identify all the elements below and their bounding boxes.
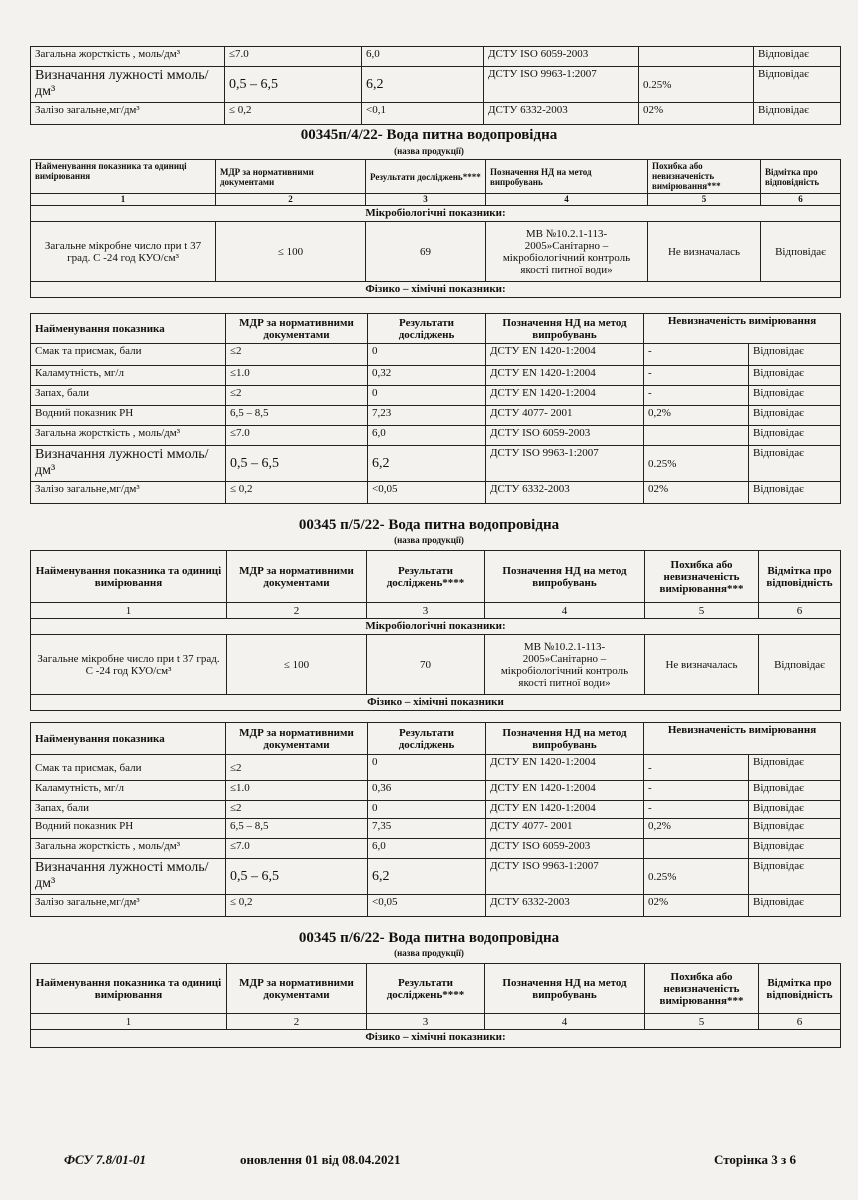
col-header: Найменування показника та одиниці вимірювання xyxy=(31,964,227,1014)
table-row xyxy=(31,781,841,801)
result-value: 7,35 xyxy=(368,819,486,839)
col-header: МДР за нормативними документами xyxy=(226,314,368,344)
phys-table xyxy=(30,313,841,504)
uncert-value: 0,2% xyxy=(644,406,749,426)
param-name: Запах, бали xyxy=(31,801,226,819)
uncert-value: Не визначалась xyxy=(645,635,759,695)
product-subtitle: (назва продукції) xyxy=(394,948,464,958)
table-row xyxy=(31,344,841,366)
col-header: Похибка або невизначеність вимірювання*** xyxy=(648,160,761,194)
section-label-row xyxy=(31,1030,841,1048)
table-header xyxy=(31,160,841,194)
table-row xyxy=(31,47,841,67)
mark-value: Відповідає xyxy=(749,801,841,819)
param-name: Водний показник РН xyxy=(31,406,226,426)
result-value: 70 xyxy=(367,635,485,695)
col-number: 6 xyxy=(759,603,841,619)
result-value: 6,2 xyxy=(368,859,486,895)
param-name: Загальна жорсткість , моль/дм³ xyxy=(31,839,226,859)
method-value: ДСТУ EN 1420-1:2004 xyxy=(486,801,644,819)
result-value: <0,1 xyxy=(362,103,484,125)
top-table xyxy=(30,46,841,125)
results-table xyxy=(30,963,841,1048)
phys-table xyxy=(30,722,841,917)
col-header: Невизначеність вимірювання xyxy=(644,314,841,344)
col-header: МДР за нормативними документами xyxy=(227,551,367,603)
col-header: Найменування показника та одиниці вимірювання xyxy=(31,551,227,603)
method-value: ДСТУ ISO 6059-2003 xyxy=(484,47,639,67)
mark-value: Відповідає xyxy=(749,446,841,482)
col-number: 6 xyxy=(761,194,841,206)
col-header: Невизначеність вимірювання xyxy=(644,723,841,755)
results-table xyxy=(30,159,841,298)
method-value: ДСТУ EN 1420-1:2004 xyxy=(486,755,644,781)
mark-value: Відповідає xyxy=(749,895,841,917)
param-name: Залізо загальне,мг/дм³ xyxy=(31,895,226,917)
table-row xyxy=(31,222,841,282)
table-header xyxy=(31,964,841,1014)
result-value: 7,23 xyxy=(368,406,486,426)
mdr-value: 6,5 – 8,5 xyxy=(226,406,368,426)
col-header: Відмітка про відповідність xyxy=(759,964,841,1014)
uncert-value: - xyxy=(644,801,749,819)
page-number: Сторінка 3 з 6 xyxy=(714,1152,797,1167)
param-name: Запах, бали xyxy=(31,386,226,406)
mark-value: Відповідає xyxy=(749,781,841,801)
col-number: 2 xyxy=(216,194,366,206)
mark-value: Відповідає xyxy=(749,406,841,426)
mark-value: Відповідає xyxy=(754,47,841,67)
mdr-value: 0,5 – 6,5 xyxy=(225,67,362,103)
mdr-value: ≤ 100 xyxy=(227,635,367,695)
mdr-value: ≤2 xyxy=(226,344,368,366)
mark-value: Відповідає xyxy=(754,103,841,125)
method-value: ДСТУ 6332-2003 xyxy=(486,482,644,504)
table-row xyxy=(31,446,841,482)
col-number: 2 xyxy=(227,603,367,619)
param-name: Каламутність, мг/л xyxy=(31,366,226,386)
param-name: Залізо загальне,мг/дм³ xyxy=(31,482,226,504)
mark-value: Відповідає xyxy=(761,222,841,282)
section-label-row xyxy=(31,206,841,222)
section-label-row xyxy=(31,695,841,711)
uncert-value: 0.25% xyxy=(644,446,749,482)
table-row xyxy=(31,103,841,125)
uncert-value: Не визначалась xyxy=(648,222,761,282)
table-row xyxy=(31,67,841,103)
col-header: Результати досліджень**** xyxy=(367,551,485,603)
number-row xyxy=(31,603,841,619)
mdr-value: ≤1.0 xyxy=(226,366,368,386)
table-row xyxy=(31,839,841,859)
mark-value: Відповідає xyxy=(749,819,841,839)
result-value: 0,36 xyxy=(368,781,486,801)
col-header: МДР за нормативними документами xyxy=(216,160,366,194)
method-value: ДСТУ EN 1420-1:2004 xyxy=(486,344,644,366)
table-row xyxy=(31,819,841,839)
col-header: Позначення НД на метод випробувань xyxy=(486,723,644,755)
table-row xyxy=(31,895,841,917)
product-subtitle: (назва продукції) xyxy=(394,146,464,156)
table-header xyxy=(31,551,841,603)
uncert-value: - xyxy=(644,344,749,366)
mdr-value: 6,5 – 8,5 xyxy=(226,819,368,839)
col-header: Результати досліджень**** xyxy=(366,160,486,194)
param-name: Визначання лужності ммоль/дм³ xyxy=(31,67,225,103)
param-name: Загальне мікробне число при t 37 град. С -24 год КУО/см³ xyxy=(31,635,227,695)
mdr-value: ≤ 0,2 xyxy=(225,103,362,125)
table-row xyxy=(31,426,841,446)
method-value: ДСТУ ISO 6059-2003 xyxy=(486,839,644,859)
col-number: 5 xyxy=(648,194,761,206)
mark-value: Відповідає xyxy=(749,755,841,781)
col-header: Найменування показника та одиниці вимірювання xyxy=(31,160,216,194)
table-row xyxy=(31,635,841,695)
phys-label: Фізико – хімічні показники: xyxy=(31,282,841,298)
result-value: 0 xyxy=(368,344,486,366)
param-name: Залізо загальне,мг/дм³ xyxy=(31,103,225,125)
col-number: 4 xyxy=(486,194,648,206)
col-number: 5 xyxy=(645,603,759,619)
table-row xyxy=(31,366,841,386)
mdr-value: ≤2 xyxy=(226,801,368,819)
mdr-value: 0,5 – 6,5 xyxy=(226,446,368,482)
result-value: 0 xyxy=(368,755,486,781)
col-header: Результати досліджень xyxy=(368,314,486,344)
uncert-value: - xyxy=(644,386,749,406)
col-number: 3 xyxy=(367,603,485,619)
col-header: Позначення НД на метод випробувань xyxy=(485,551,645,603)
method-value: ДСТУ EN 1420-1:2004 xyxy=(486,781,644,801)
uncert-value: - xyxy=(644,781,749,801)
table-row xyxy=(31,386,841,406)
table-row xyxy=(31,482,841,504)
mark-value: Відповідає xyxy=(749,344,841,366)
mark-value: Відповідає xyxy=(749,386,841,406)
product-subtitle: (назва продукції) xyxy=(394,535,464,545)
param-name: Загальна жорсткість , моль/дм³ xyxy=(31,426,226,446)
param-name: Визначання лужності ммоль/дм³ xyxy=(31,859,226,895)
mdr-value: ≤7.0 xyxy=(226,426,368,446)
result-value: 6,0 xyxy=(368,426,486,446)
product-title: 00345 п/5/22- Вода питна водопровідна xyxy=(298,517,560,533)
method-value: ДСТУ 4077- 2001 xyxy=(486,406,644,426)
method-value: ДСТУ ISO 9963-1:2007 xyxy=(486,446,644,482)
method-value: ДСТУ EN 1420-1:2004 xyxy=(486,366,644,386)
section-label-row xyxy=(31,282,841,298)
table-row xyxy=(31,755,841,781)
uncert-value xyxy=(639,47,754,67)
method-value: ДСТУ 6332-2003 xyxy=(484,103,639,125)
uncert-value: - xyxy=(644,366,749,386)
micro-label: Мікробіологічні показники: xyxy=(31,619,841,635)
method-value: ДСТУ EN 1420-1:2004 xyxy=(486,386,644,406)
col-header: Відмітка про відповідність xyxy=(759,551,841,603)
result-value: 6,0 xyxy=(362,47,484,67)
method-value: МВ №10.2.1-113-2005»Санітарно – мікробіологічний контроль якості питної води» xyxy=(485,635,645,695)
param-name: Водний показник РН xyxy=(31,819,226,839)
col-header: Результати досліджень xyxy=(368,723,486,755)
method-value: ДСТУ ISO 9963-1:2007 xyxy=(486,859,644,895)
param-name: Загальна жорсткість , моль/дм³ xyxy=(31,47,225,67)
form-code: ФСУ 7.8/01-01 xyxy=(64,1152,147,1167)
result-value: <0,05 xyxy=(368,895,486,917)
method-value: МВ №10.2.1-113-2005»Санітарно – мікробіологічний контроль якості питної води» xyxy=(486,222,648,282)
col-number: 3 xyxy=(367,1014,485,1030)
result-value: 0 xyxy=(368,386,486,406)
method-value: ДСТУ ISO 9963-1:2007 xyxy=(484,67,639,103)
col-header: Відмітка про відповідність xyxy=(761,160,841,194)
col-header: Результати досліджень**** xyxy=(367,964,485,1014)
mark-value: Відповідає xyxy=(749,426,841,446)
param-name: Каламутність, мг/л xyxy=(31,781,226,801)
table-row xyxy=(31,859,841,895)
uncert-value: 02% xyxy=(639,103,754,125)
col-number: 6 xyxy=(759,1014,841,1030)
uncert-value xyxy=(644,426,749,446)
product-title: 00345 п/6/22- Вода питна водопровідна xyxy=(298,930,560,946)
uncert-value xyxy=(644,839,749,859)
mdr-value: ≤ 100 xyxy=(216,222,366,282)
uncert-value: 0.25% xyxy=(644,859,749,895)
param-name: Визначання лужності ммоль/дм³ xyxy=(31,446,226,482)
uncert-value: 02% xyxy=(644,895,749,917)
col-header: Найменування показника xyxy=(31,314,226,344)
col-number: 1 xyxy=(31,603,227,619)
table-header xyxy=(31,314,841,344)
mdr-value: ≤2 xyxy=(226,755,368,781)
method-value: ДСТУ ISO 6059-2003 xyxy=(486,426,644,446)
result-value: 6,2 xyxy=(368,446,486,482)
col-number: 2 xyxy=(227,1014,367,1030)
uncert-value: - xyxy=(644,755,749,781)
mark-value: Відповідає xyxy=(749,366,841,386)
mdr-value: ≤7.0 xyxy=(225,47,362,67)
mdr-value: 0,5 – 6,5 xyxy=(226,859,368,895)
phys-label: Фізико – хімічні показники xyxy=(31,695,841,711)
mdr-value: ≤7.0 xyxy=(226,839,368,859)
mdr-value: ≤ 0,2 xyxy=(226,482,368,504)
col-header: Позначення НД на метод випробувань xyxy=(485,964,645,1014)
mark-value: Відповідає xyxy=(749,482,841,504)
result-value: 0,32 xyxy=(368,366,486,386)
product-title: 00345п/4/22- Вода питна водопровідна xyxy=(300,127,558,143)
col-header: Похибка або невизначеність вимірювання*** xyxy=(645,551,759,603)
param-name: Смак та присмак, бали xyxy=(31,344,226,366)
number-row xyxy=(31,1014,841,1030)
col-number: 3 xyxy=(366,194,486,206)
uncert-value: 02% xyxy=(644,482,749,504)
col-number: 1 xyxy=(31,194,216,206)
mark-value: Відповідає xyxy=(749,859,841,895)
param-name: Загальне мікробне число при t 37 град. С -24 год КУО/см³ xyxy=(31,222,216,282)
col-number: 5 xyxy=(645,1014,759,1030)
col-header: МДР за нормативними документами xyxy=(227,964,367,1014)
col-number: 1 xyxy=(31,1014,227,1030)
col-number: 4 xyxy=(485,1014,645,1030)
result-value: 6,2 xyxy=(362,67,484,103)
uncert-value: 0,2% xyxy=(644,819,749,839)
micro-label: Мікробіологічні показники: xyxy=(31,206,841,222)
mdr-value: ≤1.0 xyxy=(226,781,368,801)
param-name: Смак та присмак, бали xyxy=(31,755,226,781)
table-header xyxy=(31,723,841,755)
col-header: МДР за нормативними документами xyxy=(226,723,368,755)
mark-value: Відповідає xyxy=(759,635,841,695)
col-header: Позначення НД на метод випробувань xyxy=(486,314,644,344)
mdr-value: ≤ 0,2 xyxy=(226,895,368,917)
uncert-value: 0.25% xyxy=(639,67,754,103)
col-number: 4 xyxy=(485,603,645,619)
col-header: Похибка або невизначеність вимірювання*** xyxy=(645,964,759,1014)
table-row xyxy=(31,406,841,426)
results-table xyxy=(30,550,841,711)
method-value: ДСТУ 6332-2003 xyxy=(486,895,644,917)
method-value: ДСТУ 4077- 2001 xyxy=(486,819,644,839)
section-label-row xyxy=(31,619,841,635)
table-row xyxy=(31,801,841,819)
mark-value: Відповідає xyxy=(749,839,841,859)
mdr-value: ≤2 xyxy=(226,386,368,406)
result-value: <0,05 xyxy=(368,482,486,504)
col-header: Найменування показника xyxy=(31,723,226,755)
phys-label: Фізико – хімічні показники: xyxy=(31,1030,841,1048)
result-value: 0 xyxy=(368,801,486,819)
result-value: 69 xyxy=(366,222,486,282)
col-header: Позначення НД на метод випробувань xyxy=(486,160,648,194)
mark-value: Відповідає xyxy=(754,67,841,103)
number-row xyxy=(31,194,841,206)
update-info: оновлення 01 від 08.04.2021 xyxy=(240,1152,401,1167)
result-value: 6,0 xyxy=(368,839,486,859)
